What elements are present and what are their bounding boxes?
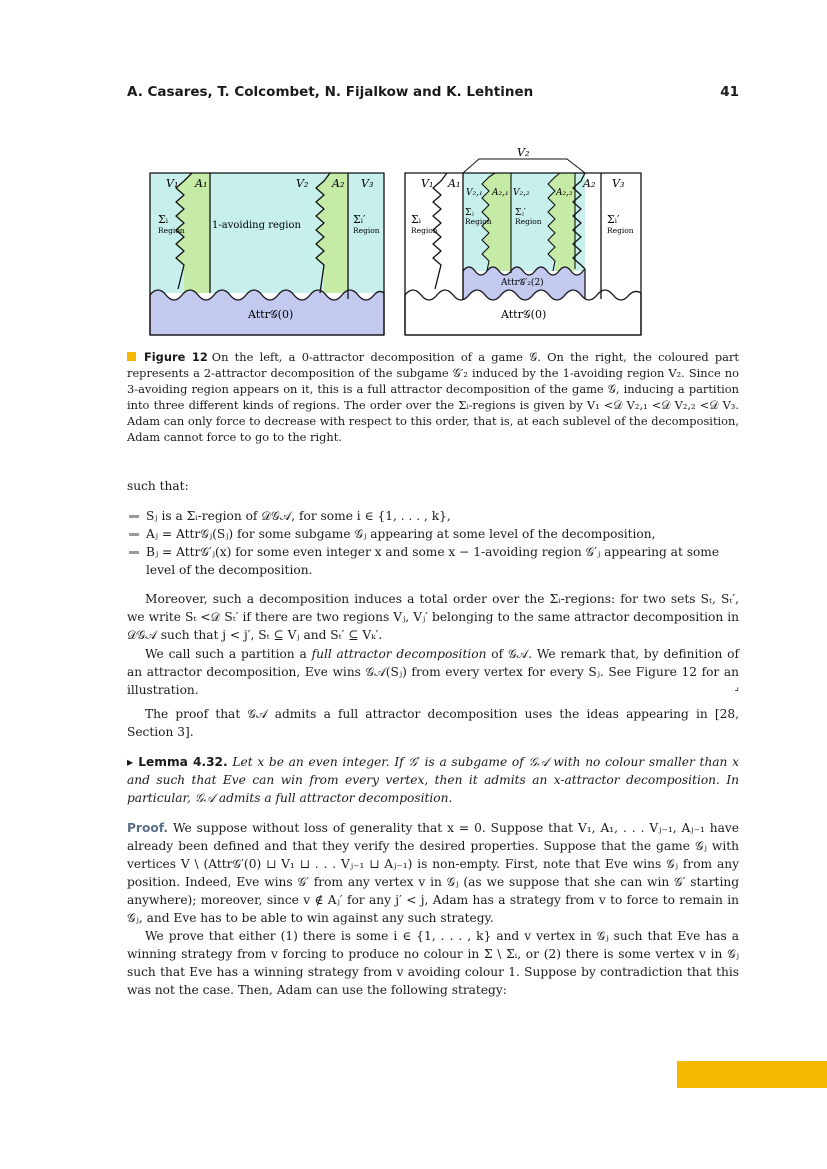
- bullet-dash: [129, 551, 139, 554]
- label-v1: V₁: [166, 177, 179, 190]
- label-a2: A₂: [332, 177, 345, 190]
- right-diagram: [405, 146, 641, 335]
- r-label-sigma-ip: Σᵢ′: [607, 213, 620, 226]
- header-authors: A. Casares, T. Colcombet, N. Fijalkow and K. Lehtinen: [127, 84, 534, 100]
- end-of-definition-mark: ⌟: [734, 682, 739, 693]
- lemma-4-32: [127, 753, 739, 807]
- r-label-v22: V₂,₂: [513, 188, 530, 198]
- caption-marker: [127, 352, 136, 361]
- such-that-text: such that:: [127, 479, 189, 493]
- paragraph-definition-text: [127, 645, 739, 699]
- r-label-sigma-j: Σⱼ: [465, 208, 474, 218]
- r-label-a1: A₁: [448, 177, 461, 190]
- page-number: 41: [720, 84, 739, 100]
- label-v2-brace: V₂: [517, 146, 530, 159]
- r-label-attr2: Attr𝒢′₂(2): [501, 278, 544, 288]
- lemma-label: ▸ Lemma 4.32.: [127, 755, 228, 769]
- paragraph-order: [127, 590, 739, 644]
- r-label-sigma-jp: Σⱼ′: [515, 208, 526, 218]
- v2-brace: [463, 159, 585, 173]
- figure-caption: [127, 349, 739, 445]
- label-a1: A₁: [195, 177, 208, 190]
- bullet-text-1: Sⱼ is a Σᵢ-region of 𝒟𝒢𝒜, for some i ∈ {1, . . . , k},: [146, 509, 451, 523]
- proof-label: Proof.: [127, 821, 168, 835]
- paragraph-proof-intro: [127, 705, 739, 741]
- r-label-sigma-j-region: Region: [465, 217, 492, 226]
- figure-12: [148, 143, 648, 337]
- label-attractor: Attr𝒢(0): [248, 308, 294, 321]
- proof-paragraph: [127, 819, 739, 927]
- r-label-sigma-jp-region: Region: [515, 217, 542, 226]
- paragraph-definition-part2: of 𝒢𝒜. We remark that, by definition of an attractor decomposition, Eve wins 𝒢𝒜(Sⱼ) from every vertex for every Sⱼ. See Figure 12 for an illustration.: [127, 647, 739, 697]
- caption-label: Figure 12: [144, 350, 208, 364]
- label-sigma-ip: Σᵢ′: [353, 213, 366, 226]
- label-1-avoiding: 1-avoiding region: [212, 220, 301, 231]
- r-label-attractor: Attr𝒢(0): [501, 308, 547, 321]
- such-that-line: [127, 477, 739, 495]
- label-v2: V₂: [296, 177, 309, 190]
- bullet-dash: [129, 515, 139, 518]
- label-v3: V₃: [361, 177, 374, 190]
- r-label-v21: V₂,₁: [466, 188, 483, 198]
- bullet-text-2: Aⱼ = Attr𝒢ⱼ(Sⱼ) for some subgame 𝒢ⱼ appearing at some level of the decomposition,: [146, 527, 656, 541]
- r-label-sigma-i-region: Region: [411, 226, 438, 235]
- proof-text: We suppose without loss of generality that x = 0. Suppose that V₁, A₁, . . . Vⱼ₋₁, Aⱼ₋₁ have already been defined and that they verify the desired properties. Suppose that the game 𝒢ⱼ with vertices V \ (Attr𝒢′(0) ⊔ V₁ ⊔ . . . Vⱼ₋₁ ⊔ Aⱼ₋₁) is non-empty. First, note that Eve wins 𝒢ⱼ from any position. Indeed, Eve wins 𝒢′ from any vertex v in 𝒢ⱼ (as we suppose that she can win 𝒢′ starting anywhere); moreover, since v ∉ Aⱼ′ for any j′ < j, Adam has a strategy from v to force to remain in 𝒢ⱼ, and Eve has to be able to win against any such strategy.: [127, 821, 739, 925]
- caption-text: On the left, a 0-attractor decomposition of a game 𝒢. On the right, the coloured part represents a 2-attractor decomposition of the subgame 𝒢′₂ induced by the 1-avoiding region V₂. Since no 3-avoiding region appears on it, this is a full attractor decomposition of the game 𝒢, inducing a partition into three different kinds of regions. The order over the Σᵢ-regions is given by V₁ <𝒟 V₂,₁ <𝒟 V₂,₂ <𝒟 V₃. Adam can only force to decrease with respect to this order, that is, at each sublevel of the decomposition, Adam cannot force to go to the right.: [127, 350, 739, 444]
- r-label-v1: V₁: [421, 177, 434, 190]
- proof-block: [127, 819, 739, 999]
- paragraph-order-text: Moreover, such a decomposition induces a total order over the Σᵢ-regions: for two sets Sₜ, Sₜ′, we write Sₜ <𝒟 Sₜ′ if there are two regions Vⱼ, Vⱼ′ belonging to the same attractor decomposition in 𝒟𝒢𝒜 such that j < j′, Sₜ ⊆ Vⱼ and Sₜ′ ⊆ Vₖ′.: [127, 592, 739, 642]
- running-header: [127, 84, 739, 106]
- lemma-text: Let x be an even integer. If 𝒢′ is a subgame of 𝒢𝒜 with no colour smaller than x and such that Eve can win from every vertex, then it admits an x-attractor decomposition. In particular, 𝒢𝒜 admits a full attractor decomposition.: [127, 755, 740, 805]
- paragraph-definition: [127, 645, 739, 699]
- bullet-text-3: Bⱼ = Attr𝒢′ⱼ(x) for some even integer x and some x − 1-avoiding region 𝒢′ⱼ appearing at some level of the decomposition.: [146, 545, 720, 577]
- label-sigma-i: Σᵢ: [158, 213, 168, 226]
- page-edge-tab: [677, 1061, 827, 1088]
- full-attractor-term: full attractor decomposition: [311, 647, 487, 661]
- left-diagram: [150, 173, 384, 335]
- r-label-v3: V₃: [612, 177, 625, 190]
- r-label-a22: A₂,₂: [556, 188, 573, 198]
- list-item: [127, 507, 739, 525]
- list-item: [127, 525, 739, 543]
- r-label-sigma-ip-region: Region: [607, 226, 634, 235]
- r-label-a21: A₂,₁: [492, 188, 509, 198]
- r-label-sigma-i: Σᵢ: [411, 213, 421, 226]
- paragraph-proof-intro-text: The proof that 𝒢𝒜 admits a full attractor decomposition uses the ideas appearing in [28, Section 3].: [127, 707, 739, 739]
- list-item: [127, 543, 739, 579]
- label-sigma-ip-region: Region: [353, 226, 380, 235]
- proof-paragraph-2: We prove that either (1) there is some i ∈ {1, . . . , k} and v vertex in 𝒢ⱼ such that Eve has a winning strategy from v forcing to produce no colour in Σ \ Σᵢ, or (2) there is some vertex v in 𝒢ⱼ such that Eve has a winning strategy from v avoiding colour 1. Suppose by contradiction that this was not the case. Then, Adam can use the following strategy:: [127, 929, 739, 997]
- label-sigma-i-region: Region: [158, 226, 185, 235]
- bullet-list: [127, 507, 739, 579]
- bullet-dash: [129, 533, 139, 536]
- lemma-paragraph: [127, 753, 739, 807]
- paragraph-definition-part1: We call such a partition a: [145, 647, 312, 661]
- r-label-a2: A₂: [583, 177, 596, 190]
